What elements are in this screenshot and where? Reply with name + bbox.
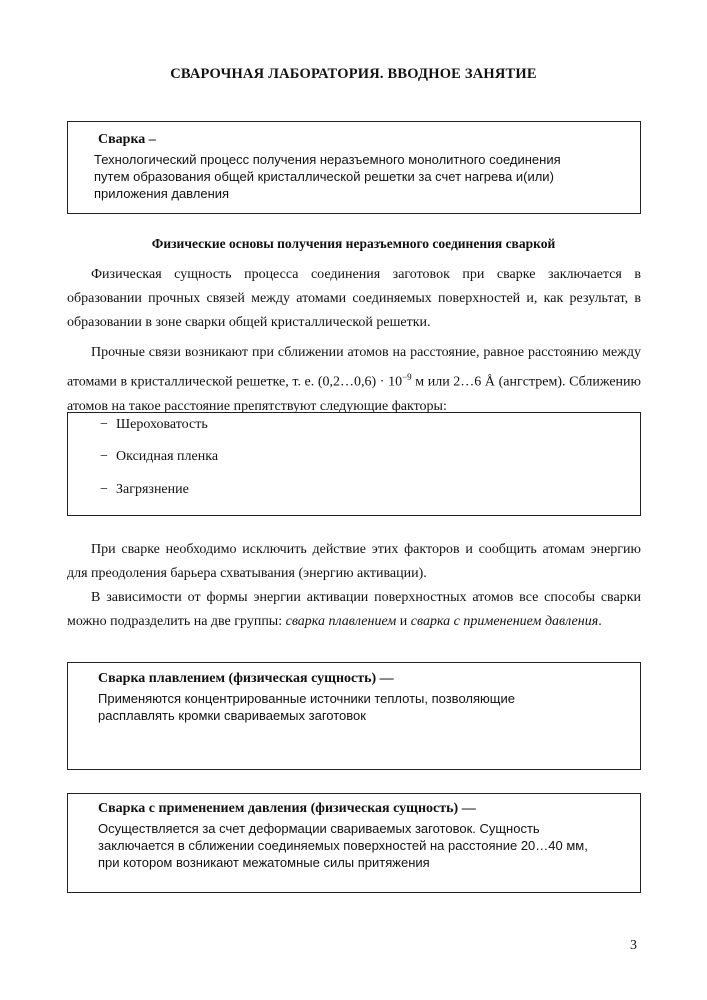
paragraph-text: Физическая сущность процесса соединения заготовок при сварке заключается в образовании прочных связей между атомами соединяемых поверхностей и, как результат, в образовании в зоне сварки общей кристаллической решетки. — [67, 267, 641, 330]
paragraph-physical-essence — [67, 263, 641, 335]
paragraph-welding-groups — [67, 586, 641, 634]
exponent: −9 — [402, 372, 412, 382]
dash-bullet: − — [100, 417, 108, 432]
definition-line: путем образования общей кристаллической решетки за счет нагрева и(или) — [94, 169, 554, 184]
factors-box — [67, 412, 641, 516]
fusion-line: Применяются концентрированные источники теплоты, позволяющие — [98, 691, 515, 706]
fusion-text — [98, 690, 626, 724]
pressure-line: заключается в сближении соединяемых поверхностей на расстояние 20…40 мм, — [98, 838, 588, 853]
factor-label: Оксидная пленка — [116, 449, 219, 464]
paragraph-end: . — [598, 614, 602, 629]
factor-item — [100, 482, 189, 498]
pressure-text — [98, 820, 626, 871]
definition-text — [94, 151, 626, 202]
paragraph-exclude-factors — [67, 538, 641, 586]
dash-bullet: − — [100, 482, 108, 497]
pressure-line: при котором возникают межатомные силы притяжения — [98, 855, 430, 870]
fusion-term: Сварка плавлением (физическая сущность) — — [98, 671, 394, 686]
fusion-welding-box — [67, 662, 641, 770]
conjunction: и — [396, 614, 411, 629]
pressure-line: Осуществляется за счет деформации свариваемых заготовок. Сущность — [98, 821, 540, 836]
page-title: СВАРОЧНАЯ ЛАБОРАТОРИЯ. ВВОДНОЕ ЗАНЯТИЕ — [170, 66, 537, 82]
paragraph-text-before: В зависимости от формы энергии активации поверхностных атомов все способы сварки можно подразделить на две группы: — [67, 590, 641, 629]
definition-term: Сварка – — [98, 132, 156, 147]
factor-label: Загрязнение — [116, 482, 189, 497]
factor-item — [100, 417, 208, 433]
definition-line: Технологический процесс получения неразъемного монолитного соединения — [94, 152, 561, 167]
paragraph-text-after: м или 2…6 Å (ангстрем). Сближению атомов на такое расстояние препятствуют следующие факторы: — [67, 374, 641, 414]
pressure-term: Сварка с применением давления (физическая сущность) — — [98, 801, 476, 816]
group-fusion-welding: сварка плавлением — [285, 614, 397, 629]
definition-line: приложения давления — [94, 186, 230, 201]
group-pressure-welding: сварка с применением давления — [410, 614, 599, 629]
paragraph-text-before: Прочные связи возникают при сближении атомов на расстояние, равное расстоянию между атомами в кристаллической решетке, т. е. (0,2…0,6) · 10 — [67, 345, 641, 390]
page-number: 3 — [630, 938, 637, 953]
pressure-welding-box — [67, 793, 641, 893]
paragraph-strong-bonds — [67, 341, 641, 419]
section-title: Физические основы получения неразъемного соединения сваркой — [151, 236, 556, 251]
welding-definition-box — [67, 121, 641, 214]
fusion-line: расплавлять кромки свариваемых заготовок — [98, 708, 366, 723]
factor-item — [100, 449, 218, 465]
dash-bullet: − — [100, 449, 108, 464]
paragraph-text: При сварке необходимо исключить действие этих факторов и сообщить атомам энергию для преодоления барьера схватывания (энергию активации). — [67, 542, 641, 581]
factor-label: Шероховатость — [116, 417, 208, 432]
